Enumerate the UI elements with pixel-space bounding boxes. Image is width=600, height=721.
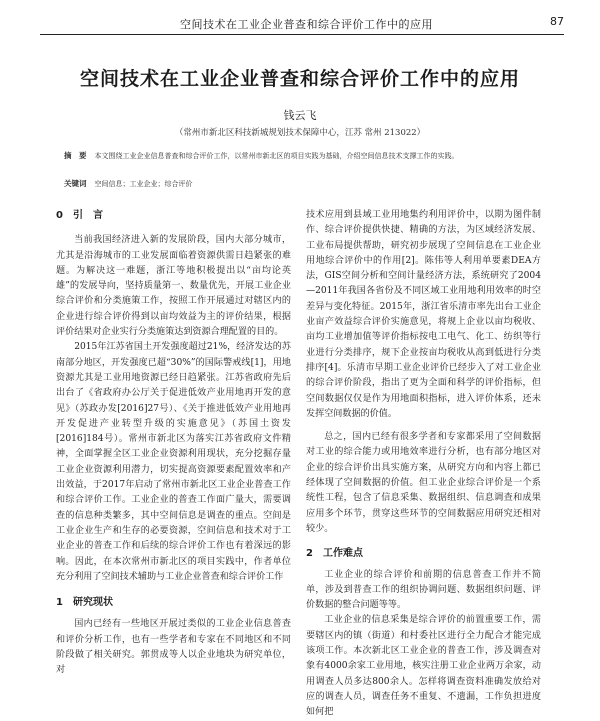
right-column: [306, 208, 541, 721]
paragraph: 总之，国内已经有很多学者和专家都采用了空间数据对工业的综合能力或用地效率进行分析，也有部分地区对企业的综合评价出具实施方案，从研究方向和内容上都已经体现了空间数据的价值。但工业企业综合评价是一个系统性工程，包含了信息采集、数据组织、信息调查和成果应用多个环节，贯穿这些环节的空间数据应用研究还相对较少。: [306, 432, 541, 534]
paragraph: 工业企业的综合评价和前期的信息普查工作并不简单，涉及到普查工作的组织协调问题、数据组织问题、评价数据的整合问题等等。: [306, 569, 541, 611]
paragraph: 2015年江苏省国土开发强度超过21%，经济发达的苏南部分地区，开发强度已超“30%”的国际警戒线[1]，用地资源尤其是工业用地资源已经日趋紧张。江苏省政府先后出台了《省政府办公厅关于促进低效产业用地再开发的意见》（苏政办发[2016]27号）、《关于推进低效产业用地再开发促进产业转型升级的实施意见》（苏国土资发[2016]184号）。常州市新北区为落实江苏省政府文件精神，全面掌握全区工业企业资源利用现状，充分挖掘存量工业企业资源利用潜力，切实提高资源要素配置效率和产出效益，于2017年启动了常州市新北区工业企业普查工作和综合评价工作。工业企业的普查工作面广量大，需要调查的信息种类繁多，其中空间信息是调查的重点。空间是工业企业生产和生存的必要资源，空间信息和技术对于工业企业的普查工作和后续的综合评价工作也有着深远的影响。因此，在本次常州市新北区的项目实践中，作者单位充分利用了空间技术辅助与工业企业普查和综合评价工作: [56, 342, 291, 582]
author-affiliation: （常州市新北区科技新城规划技术保障中心，江苏 常州 213022）: [174, 128, 426, 138]
keywords-label: 关键词: [64, 179, 87, 188]
section-heading-research-status: 1 研究现状: [56, 597, 113, 609]
paragraph: 国内已经有一些地区开展过类似的工业企业信息普查和评价分析工作，也有一些学者和专家在不同地区和不同阶段做了相关研究。郭贯成等人以企业地块为研究单位，对: [56, 619, 291, 676]
paragraph: 当前我国经济进入新的发展阶段，国内大部分城市，尤其是沿海城市的工业发展面临着资源供需日趋紧张的难题。为解决这一难题，浙江等地积极提出以“亩均论英雄”的发展导向，坚持质量第一、数量优先，开展工业企业综合评价和分类施策工作，按照工作开展通过对辖区内的企业进行综合评价得到以亩均效益为主的评价结果，根据评价结果对企业实行分类施策达到资源合理配置的目的。: [56, 235, 291, 338]
section-heading-difficulties: 2 工作难点: [306, 548, 363, 560]
abstract: [64, 150, 550, 162]
abstract-label: 摘 要: [64, 151, 87, 160]
page-number: 87: [550, 15, 564, 28]
author-name: 钱云飞: [283, 109, 317, 122]
paragraph: 工业企业的信息采集是综合评价的前置重要工作，需要辖区内的镇（街道）和村委社区进行全力配合才能完成该项工作。本次新北区工业企业的普查工作，涉及调查对象有4000余家工业用地，核实注册工业企业两万余家，动用调查人员多达800余人。怎样将调查资料准确发放给对应的调查人员，调查任务不重复、不遗漏，工作负担进度如何把: [306, 615, 541, 718]
keywords: [64, 178, 193, 189]
running-title: 空间技术在工业企业普查和综合评价工作中的应用: [180, 18, 433, 31]
section-heading-introduction: 0 引 言: [56, 210, 103, 221]
left-column: [56, 208, 291, 679]
running-header: [40, 12, 564, 35]
abstract-text: 本文围绕工业企业信息普查和综合评价工作，以常州市新北区的项目实践为基础，介绍空间信息技术支撑工作的实践。: [94, 152, 459, 160]
keywords-text: 空间信息；工业企业；综合评价: [94, 180, 193, 188]
paper-title: 空间技术在工业企业普查和综合评价工作中的应用: [79, 68, 520, 90]
paragraph: 技术应用到县域工业用地集约利用评价中，以期为图件制作、综合评价提供快捷、精确的方法，为区域经济发展、工业布局提供帮助，研究初步展现了空间信息在工业企业用地综合评价中的作用[2]。陈伟等人利用单要素DEA方法，GIS空间分析和空间计量经济方法，系统研究了2004—2011年我国各省份及不同区域工业用地利用效率的时空差异与变化特征。2015年，浙江省乐清市率先出台工业企业亩产效益综合评价实施意见，将规上企业以亩均税收、亩均工业增加值等评价指标按电工电气、化工、纺织等行业进行分类排序，规下企业按亩均税收从高到低进行分类排序[4]。乐清市早期工业企业评价已经步入了对工业企业的综合评价阶段，指出了更为全面和科学的评价指标，但空间数据仅仅是作为用地面积指标，进入评价体系，还未发挥空间数据的价值。: [306, 210, 541, 419]
